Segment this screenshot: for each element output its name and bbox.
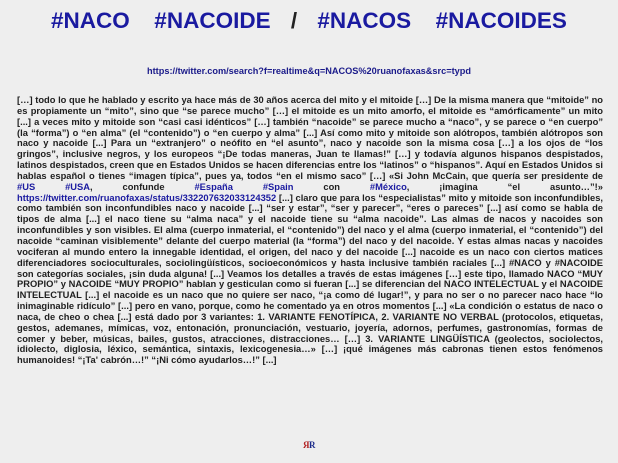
hashtags-right[interactable]: #NACOS #NACOIDES xyxy=(317,8,567,33)
body-text-segment: con xyxy=(293,181,370,192)
body-text-segment: […] todo lo que he hablado y escrito ya hace más de 30 años acerca del mito y el mitoide […] De la misma manera que “mitoide” no es propiamente un “mito”, sino que “se parece mucho” […] el mitoide es un mito amorfo, el mitoide es “amórficamente” un mito [...] a veces mito y mitoide son “casi casi idénticos” […] también “nacoide” se parece mucho a “naco”, y se parece o “en cuerpo” (la “forma”) o “en alma” (el “contenido”) o “en cuerpo y alma” [...] Así como mito y mitoide son alótropos, también alótropos son naco y nacoide [...] Para un “extranjero” o neófito en “el asunto”, naco y nacoide son la misma cosa […] a los ojos de “los gringos”, inclusive negros, y los europeos “¡De todas maneras, Juan te llamas!” […] y todavía algunos hispanos despistados, latinos despistados, creen que en Estados Unidos se hacen diferencias entre los “latinos” o “hispanos”. Aquí en Estados Unidos si hablas español o tienes “imagen típica”, pues ya, todos “en el mismo saco” […] «Si John McCain, que quería ser presidente de xyxy=(17,95,603,181)
title-separator: / xyxy=(290,8,298,33)
twitter-status-link[interactable]: https://twitter.com/ruanofaxas/status/332207632033124352 xyxy=(17,192,277,203)
hashtag-link-us-usa[interactable]: #US #USA xyxy=(17,181,91,192)
article-body xyxy=(17,95,603,366)
page-title xyxy=(0,8,618,34)
body-text-segment: , ¡imagina “el asunto…”!» xyxy=(406,181,603,192)
logo-letter-r: R xyxy=(309,440,315,450)
body-text-segment: [...] claro que para los “especialistas” mito y mitoide son inconfundibles, como también son inconfundibles naco y nacoide [...] “ser y estar”, “ser y parecer”, “eres o pareces” [...] así como se habla de tipos de alma [...] el naco tiene su “alma naca” y el nacoide tiene su “alma nacoide”. Las almas de nacos y nacoides son inconfundibles y son visibles. El alma (cuerpo inmaterial, el “contenido”) del naco y el alma (cuerpo inmaterial, el “contenido”) del nacoide “caminan visiblemente” delante del cuerpo material (la “forma”) del naco y del nacoide. Y estas almas nacas y nacoides vociferan al mundo entero la innegable identidad, el origen, del naco y del nacoide [...] nacoide es un naco con ciertos matices diferenciadores socioculturales, sociolingüísticos, socioeconómicos y hasta inclusive también raciales [...] #NACO y #NACOIDE son categorías sociales, ¡sin duda alguna! [...] Veamos los detalles a través de estas imágenes […] este tipo, llamado NACO “MUY PROPIO” y NACOIDE “MUY PROPIO” hablan y gesticulan como si fueran [...] se diferencian del NACO INTELECTUAL y el NACOIDE INTELECTUAL [...] el nacoide es un naco que no quiere ser naco, “¡a como dé lugar!”, y para no ser o no parecer naco hace “lo inimaginable ridículo” [...] pero en vano, porque, como he comentado ya en otros momentos [...] «La condición o estatus de naco o naca, de cheo o chea [...] está dado por 3 variantes: 1. VARIANTE FENOTÍPICA, 2. VARIANTE NO VERBAL (protocolos, etiquetas, gestos, ademanes, mímicas, voz, entonación, pronunciación, vestuario, joyería, adornos, perfumes, gastronomías, formas de comer y beber, músicas, bailes, gustos, atracciones, distracciones… […] 3. VARIANTE LINGÜÍSTICA (geolectos, sociolectos, idiolecto, diglosia, léxico, semántica, sintaxis, lexicogenesia…» […] ¡qué imágenes más cabronas tienen estos fenómenos humanoides! “¡Ta' cabrón…!” “¡Ni cómo ayudarlos…!” [...] xyxy=(17,192,603,366)
twitter-search-link[interactable]: https://twitter.com/search?f=realtime&q=NACOS%20ruanofaxas&src=typd xyxy=(147,66,471,76)
logo-letter-reversed-r: Я xyxy=(303,440,309,450)
hashtags-left[interactable]: #NACO #NACOIDE xyxy=(51,8,271,33)
body-text-segment: , confunde xyxy=(90,181,195,192)
hashtag-link-mexico[interactable]: #México xyxy=(369,181,407,192)
hashtag-link-espana-spain[interactable]: #España #Spain xyxy=(194,181,294,192)
rr-logo xyxy=(0,440,618,450)
